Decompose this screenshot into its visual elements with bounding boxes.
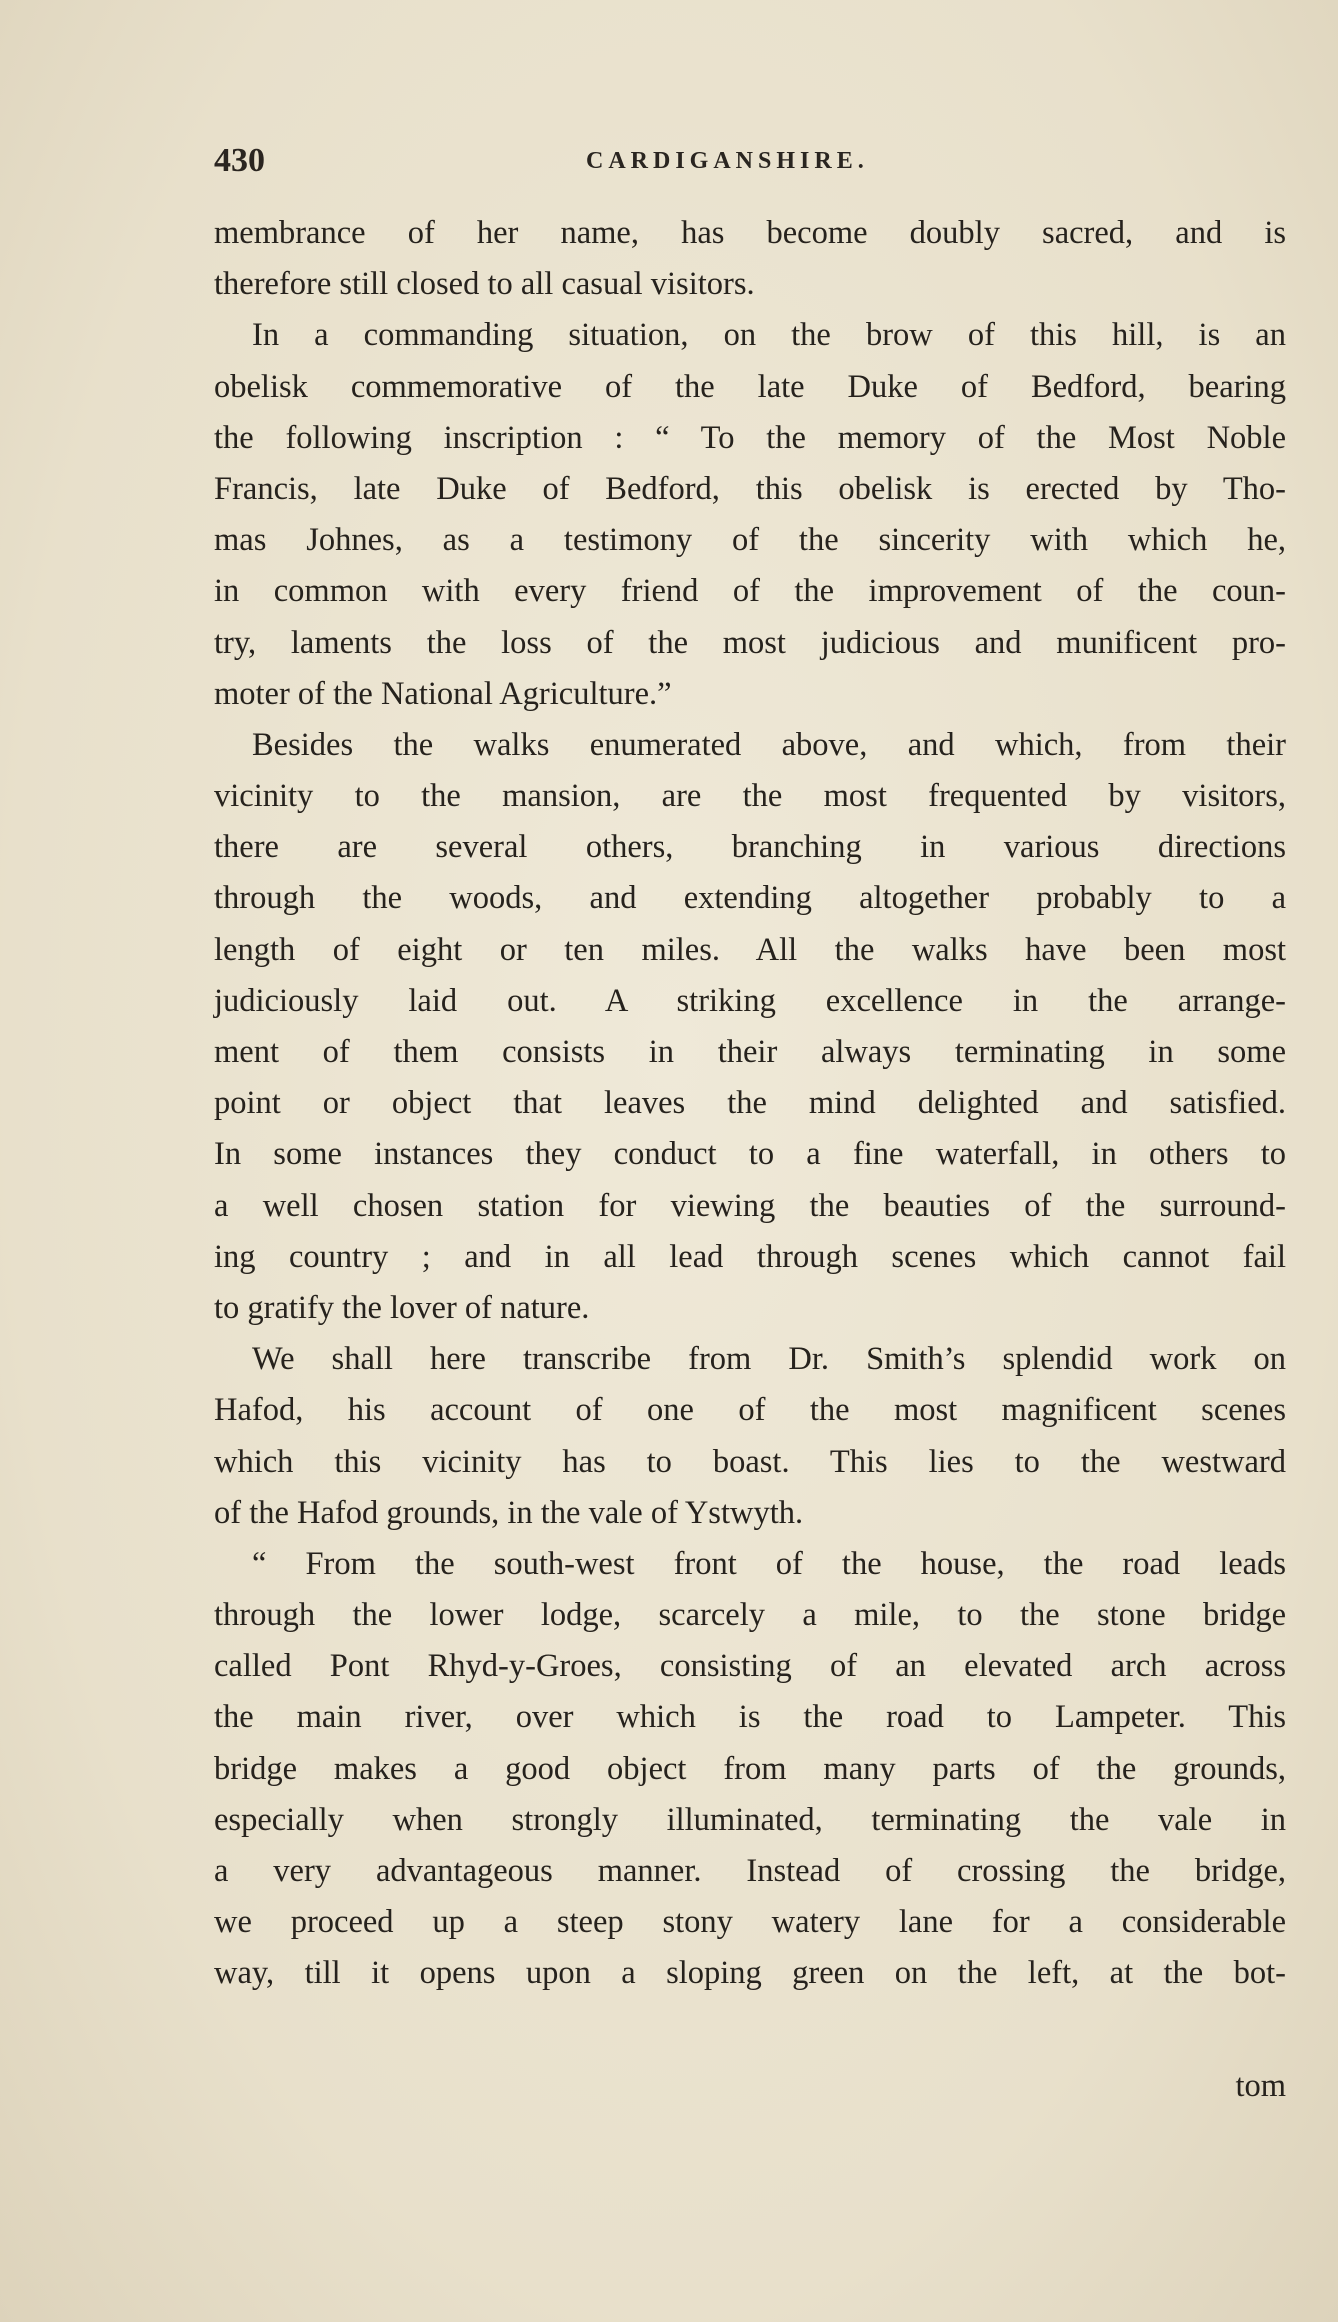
text-line: the main river, over which is the road to Lampeter. This (214, 1699, 1286, 1736)
text-line: judiciously laid out. A striking excellence in the arrange- (214, 982, 1286, 1019)
page-header (214, 142, 1114, 182)
text-line: ing country ; and in all lead through scenes which cannot fail (214, 1238, 1286, 1275)
text-line: Francis, late Duke of Bedford, this obelisk is erected by Tho- (214, 470, 1286, 507)
text-line: bridge makes a good object from many parts of the grounds, (214, 1750, 1286, 1787)
text-line: the following inscription : “ To the memory of the Most Noble (214, 419, 1286, 456)
text-line: of the Hafod grounds, in the vale of Ystwyth. (214, 1494, 804, 1531)
text-line: which this vicinity has to boast. This lies to the westward (214, 1443, 1286, 1480)
text-line: Hafod, his account of one of the most magnificent scenes (214, 1392, 1286, 1429)
page-number: 430 (214, 142, 265, 179)
text-line: there are several others, branching in various directions (214, 829, 1286, 866)
text-line: obelisk commemorative of the late Duke of Bedford, bearing (214, 368, 1286, 405)
text-line: In some instances they conduct to a fine waterfall, in others to (214, 1136, 1286, 1173)
text-line: to gratify the lover of nature. (214, 1289, 590, 1326)
text-line: “ From the south-west front of the house, the road leads (252, 1545, 1286, 1582)
text-line: in common with every friend of the improvement of the coun- (214, 573, 1286, 610)
text-line: called Pont Rhyd-y-Groes, consisting of an elevated arch across (214, 1648, 1286, 1685)
text-line: point or object that leaves the mind delighted and satisfied. (214, 1085, 1286, 1122)
text-line: we proceed up a steep stony watery lane for a considerable (214, 1904, 1286, 1941)
text-line: a well chosen station for viewing the beauties of the surround- (214, 1187, 1286, 1224)
text-line: Besides the walks enumerated above, and which, from their (252, 726, 1286, 763)
text-line: ment of them consists in their always terminating in some (214, 1034, 1286, 1070)
text-line: try, laments the loss of the most judicious and munificent pro- (214, 624, 1286, 661)
text-line: especially when strongly illuminated, terminating the vale in (214, 1801, 1286, 1838)
text-line: therefore still closed to all casual visitors. (214, 266, 755, 303)
text-line: a very advantageous manner. Instead of crossing the bridge, (214, 1853, 1286, 1889)
catchword: tom (1235, 2068, 1286, 2104)
text-line: way, till it opens upon a sloping green on the left, at the bot- (214, 1955, 1286, 1992)
text-line: moter of the National Agriculture.” (214, 675, 672, 712)
running-head: CARDIGANSHIRE. (586, 148, 869, 174)
text-line: membrance of her name, has become doubly sacred, and is (214, 215, 1286, 251)
text-line: length of eight or ten miles. All the walks have been most (214, 931, 1286, 968)
text-line: vicinity to the mansion, are the most frequented by visitors, (214, 778, 1286, 815)
text-line: through the woods, and extending altogether probably to a (214, 880, 1286, 917)
text-line: mas Johnes, as a testimony of the sincerity with which he, (214, 522, 1286, 559)
text-line: In a commanding situation, on the brow of this hill, is an (252, 317, 1286, 354)
text-line: through the lower lodge, scarcely a mile, to the stone bridge (214, 1597, 1286, 1634)
body-text (214, 208, 1286, 2000)
text-line: We shall here transcribe from Dr. Smith’s splendid work on (252, 1341, 1286, 1378)
